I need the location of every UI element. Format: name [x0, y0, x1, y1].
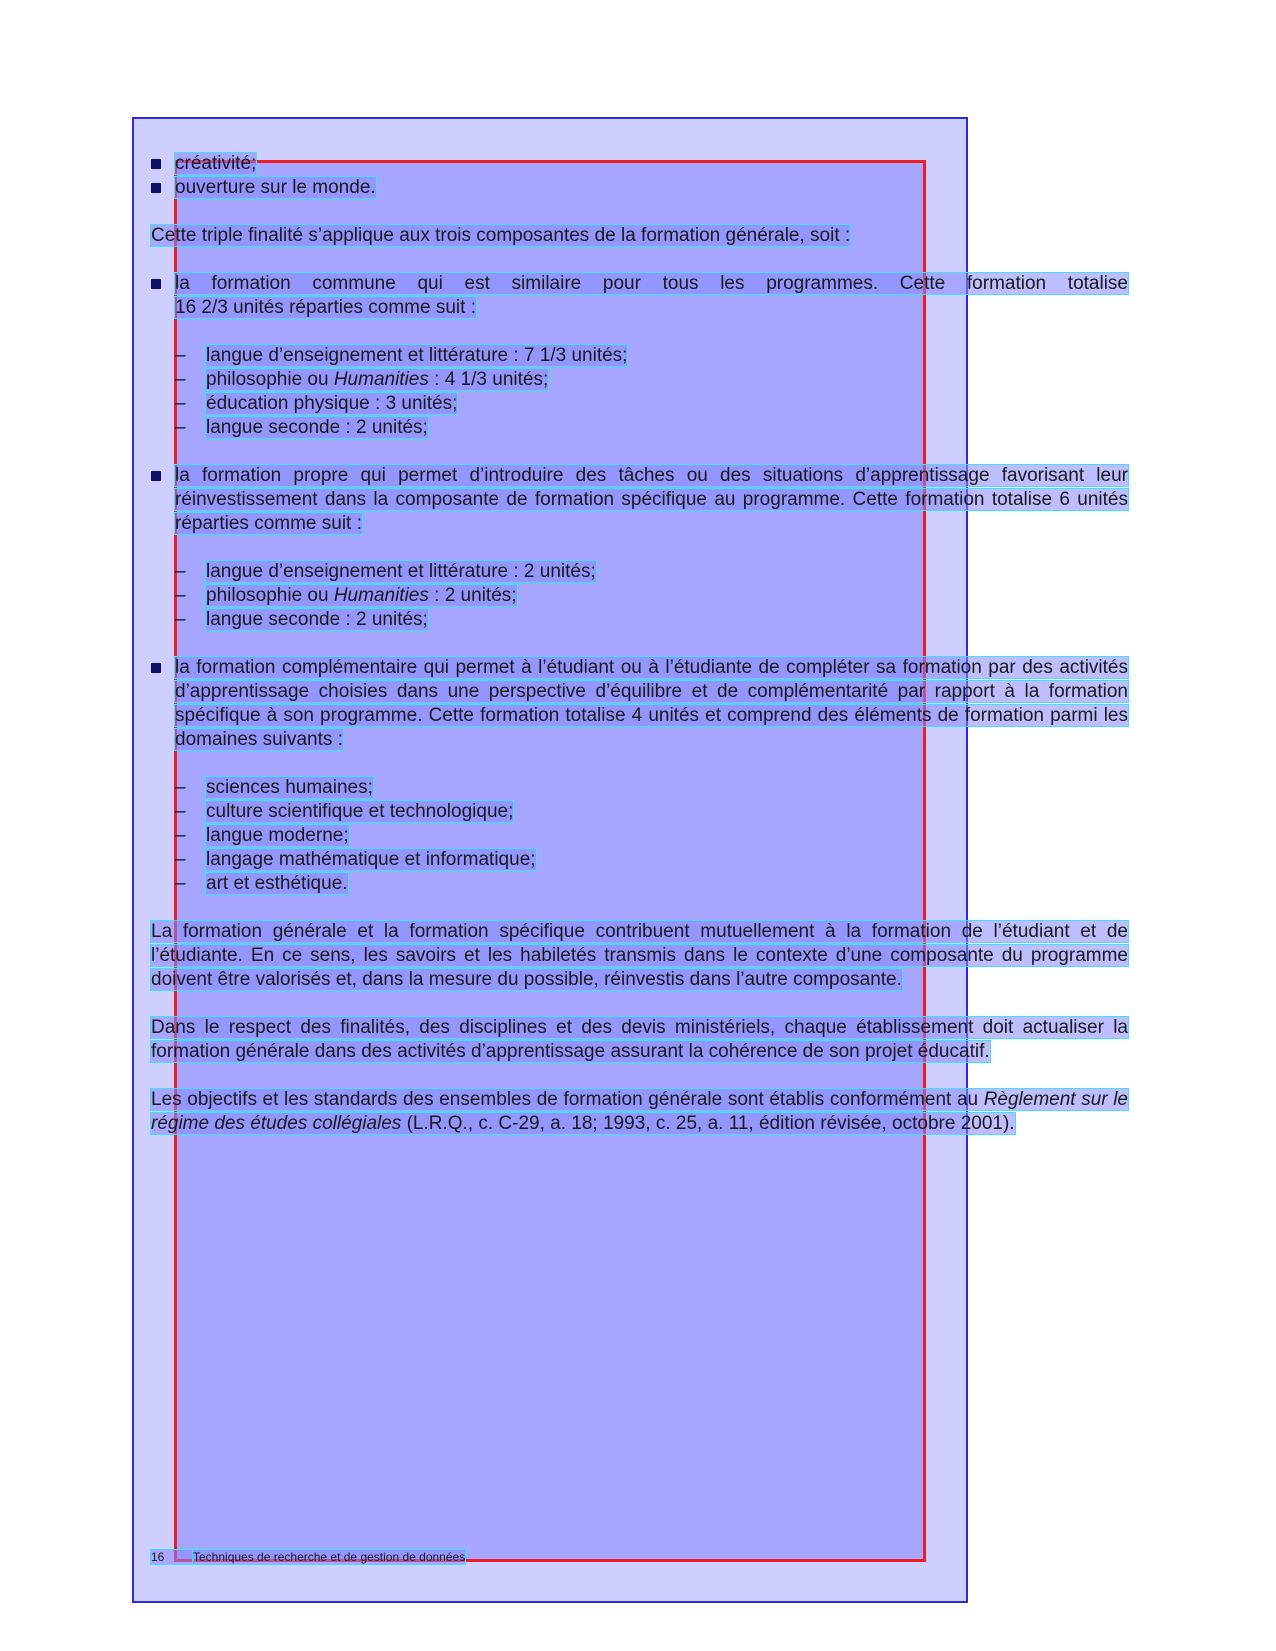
- body-paragraph: La formation générale et la formation spécifique contribuent mutuellement à la formation de l’étudiant et de l’étudiante. En ce sens, les savoirs et les habiletés transmis dans le contexte d’une composante du programme doivent être valorisés et, dans la mesure du possible, réinvestis dans l’autre composante.: [151, 921, 1128, 990]
- bullet-icon: [151, 279, 161, 289]
- list-item: – philosophie ou Humanities : 2 unités;: [175, 585, 517, 606]
- list-item: – langage mathématique et informatique;: [175, 849, 536, 870]
- bullet-icon: [151, 663, 161, 673]
- body-paragraph: Les objectifs et les standards des ensembles de formation générale sont établis conformément au Règlement sur le régime des études collégiales (L.R.Q., c. C-29, a. 18; 1993, c. 25, a. 11, édition révisée, octobre 2001).: [151, 1089, 1128, 1134]
- list-item: – culture scientifique et technologique;: [175, 801, 514, 822]
- list-item: – langue d’enseignement et littérature : 7 1/3 unités;: [175, 345, 628, 366]
- body-paragraph: Dans le respect des finalités, des disciplines et des devis ministériels, chaque établissement doit actualiser la formation générale dans des activités d’apprentissage assurant la cohérence de son projet éducatif.: [151, 1017, 1128, 1062]
- list-item: – sciences humaines;: [175, 777, 373, 798]
- list-item: – philosophie ou Humanities : 4 1/3 unités;: [175, 369, 549, 390]
- bullet-icon: [151, 471, 161, 481]
- list-item: ouverture sur le monde.: [151, 176, 1128, 200]
- page-content: [151, 152, 1128, 1136]
- formation-complementaire-item: la formation complémentaire qui permet à l’étudiant ou à l’étudiante de compléter sa formation par des activités d’apprentissage choisies dans une perspective d’équilibre et de complémentarité par rapport à la formation spécifique à son programme. Cette formation totalise 4 unités et comprend des éléments de formation parmi les domaines suivants :: [151, 656, 1128, 752]
- page-footer: [151, 1550, 465, 1564]
- formation-propre-item: la formation propre qui permet d’introduire des tâches ou des situations d’apprentissage favorisant leur réinvestissement dans la composante de formation spécifique au programme. Cette formation totalise 6 unités réparties comme suit :: [151, 464, 1128, 536]
- list-item: – art et esthétique.: [175, 873, 348, 894]
- list-item: – langue d’enseignement et littérature : 2 unités;: [175, 561, 596, 582]
- bullet-icon: [151, 159, 161, 169]
- list-item: – langue moderne;: [175, 825, 349, 846]
- bullet-icon: [151, 183, 161, 193]
- list-item: – éducation physique : 3 unités;: [175, 393, 458, 414]
- list-item: – langue seconde : 2 unités;: [175, 417, 428, 438]
- list-item: – langue seconde : 2 unités;: [175, 609, 428, 630]
- formation-commune-item-cont: 16 2/3 unités réparties comme suit :: [175, 297, 476, 318]
- formation-commune-item: la formation commune qui est similaire pour tous les programmes. Cette formation totalise: [151, 272, 1128, 296]
- intro-paragraph: Cette triple finalité s’applique aux trois composantes de la formation générale, soit :: [151, 225, 851, 246]
- list-item: créativité;: [151, 152, 1128, 176]
- footer-title: Techniques de recherche et de gestion de données: [193, 1550, 466, 1564]
- page-number: 16: [151, 1550, 193, 1564]
